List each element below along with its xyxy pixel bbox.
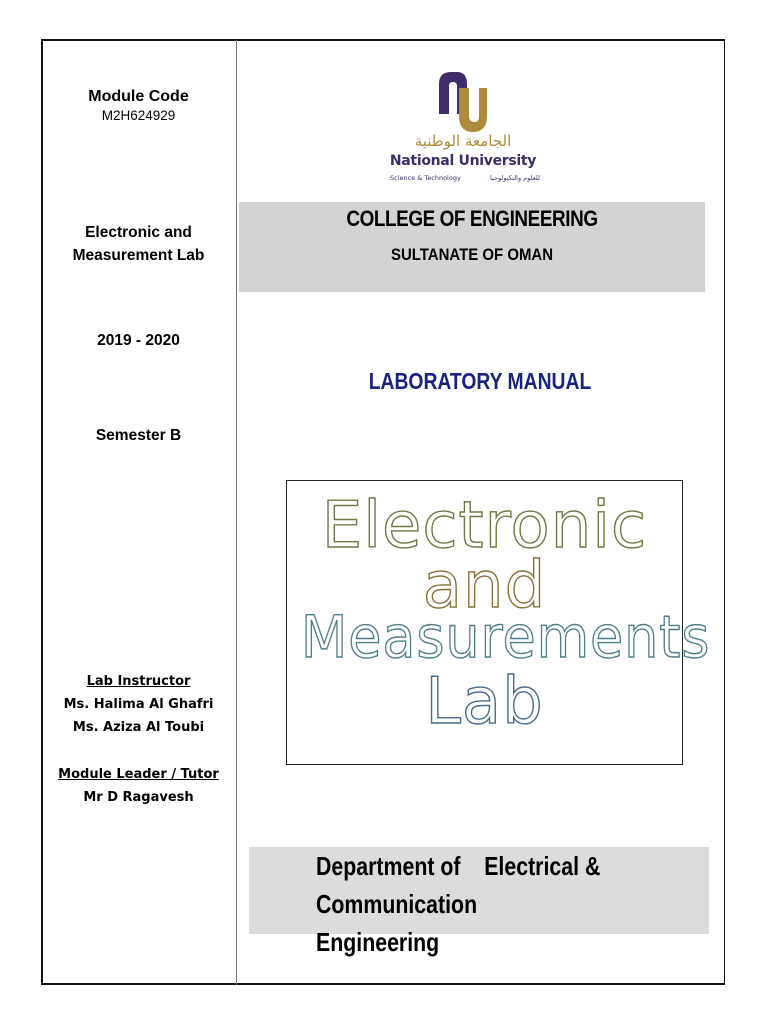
- university-logo-icon: [437, 70, 487, 132]
- logo-english-name: National University: [389, 153, 537, 169]
- country-title: SULTANATE OF OMAN: [390, 245, 554, 264]
- course-title-line1: Electronic and: [85, 224, 192, 241]
- title-art-line1: Electronic: [321, 489, 648, 563]
- module-code-label: Module Code: [88, 88, 189, 105]
- instructor-name: Ms. Aziza Al Toubi: [72, 720, 205, 735]
- module-code-block: [42, 88, 235, 123]
- lab-instructor-block: [42, 670, 235, 739]
- academic-year: 2019 - 2020: [97, 332, 180, 349]
- lab-instructor-heading: Lab Instructor: [86, 674, 191, 689]
- department-title: [316, 847, 660, 961]
- logo-subtitle-arabic: للعلوم والتكنولوجيا: [490, 174, 540, 182]
- college-title: COLLEGE OF ENGINEERING: [346, 206, 598, 231]
- title-art-line4: Lab: [425, 665, 544, 739]
- logo-subtitle: [390, 174, 540, 182]
- module-code-value: M2H624929: [101, 108, 176, 123]
- column-divider: [236, 40, 237, 985]
- course-title: [42, 221, 235, 267]
- logo-arabic-name: الجامعة الوطنية: [414, 132, 512, 150]
- semester: Semester B: [95, 427, 182, 444]
- title-art-line3: Measurements: [300, 603, 711, 671]
- module-leader-block: [42, 763, 235, 809]
- module-leader-heading: Module Leader / Tutor: [58, 767, 219, 782]
- course-title-line2: Measurement Lab: [72, 247, 205, 264]
- title-art-box: [286, 480, 711, 765]
- department-line3: Engineering: [316, 927, 440, 957]
- title-art-line2: and: [422, 549, 547, 623]
- department-line1: Department of Electrical &: [316, 851, 601, 881]
- module-leader-name: Mr D Ragavesh: [83, 790, 194, 805]
- manual-title: LABORATORY MANUAL: [368, 368, 592, 394]
- department-band: [249, 847, 709, 957]
- department-line2: Communication: [316, 889, 478, 919]
- university-logo: [386, 66, 540, 192]
- instructor-name: Ms. Halima Al Ghafri: [63, 697, 214, 712]
- logo-subtitle-english: Science & Technology: [390, 174, 461, 182]
